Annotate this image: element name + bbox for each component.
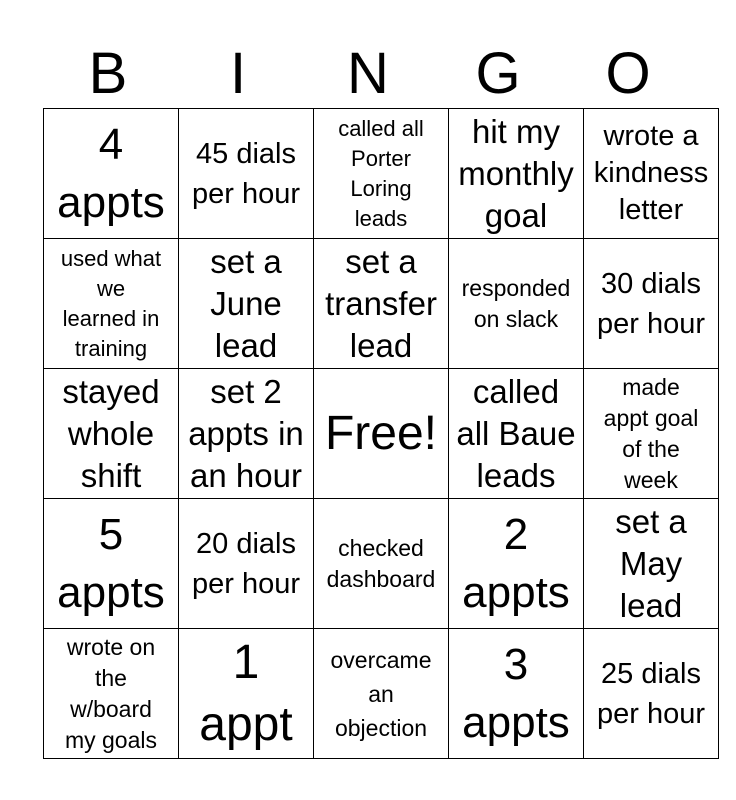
free-space-cell[interactable] (314, 369, 449, 499)
bingo-cell[interactable] (314, 239, 449, 369)
grid-row (44, 499, 719, 629)
bingo-cell[interactable] (314, 629, 449, 759)
cell-label: 4 appts (57, 119, 165, 227)
cell-label: made appt goal of the week (603, 373, 699, 493)
bingo-grid (43, 108, 719, 759)
bingo-cell[interactable] (584, 369, 719, 499)
bingo-header (43, 40, 693, 108)
header-letter-g: G (475, 41, 521, 106)
cell-label: 25 dials per hour (596, 657, 705, 730)
bingo-cell[interactable] (44, 499, 179, 629)
header-letter-o: O (605, 41, 651, 106)
cell-label: 5 appts (57, 509, 165, 617)
bingo-cell[interactable] (44, 109, 179, 239)
cell-label: 3 appts (462, 639, 570, 747)
bingo-cell[interactable] (179, 629, 314, 759)
cell-label: hit my monthly goal (458, 112, 574, 234)
bingo-cell[interactable] (179, 369, 314, 499)
grid-row (44, 239, 719, 369)
bingo-cell[interactable] (314, 499, 449, 629)
bingo-cell[interactable] (179, 109, 314, 239)
header-letter-n: N (347, 41, 389, 106)
bingo-cell[interactable] (584, 629, 719, 759)
free-space-label: Free! (324, 406, 438, 460)
cell-label: called all Baue leads (456, 372, 576, 494)
bingo-cell[interactable] (584, 109, 719, 239)
bingo-cell[interactable] (44, 369, 179, 499)
cell-label: stayed whole shift (62, 372, 160, 494)
bingo-cell[interactable] (179, 499, 314, 629)
cell-label: 45 dials per hour (191, 137, 300, 210)
bingo-cell[interactable] (314, 109, 449, 239)
cell-label: used what we learned in training (60, 245, 162, 361)
cell-label: 20 dials per hour (191, 527, 300, 600)
bingo-cell[interactable] (44, 629, 179, 759)
bingo-cell[interactable] (584, 499, 719, 629)
cell-label: overcame an objection (330, 646, 432, 741)
cell-label: set a May lead (615, 502, 687, 624)
header-letter-b: B (88, 41, 128, 106)
bingo-cell[interactable] (449, 369, 584, 499)
bingo-cell[interactable] (449, 499, 584, 629)
cell-label: 2 appts (462, 509, 570, 617)
header-letter-i: I (229, 41, 247, 106)
grid-row (44, 109, 719, 239)
bingo-cell[interactable] (449, 629, 584, 759)
bingo-cell[interactable] (179, 239, 314, 369)
bingo-cell[interactable] (449, 109, 584, 239)
cell-label: 1 appt (199, 635, 293, 751)
bingo-cell[interactable] (449, 239, 584, 369)
cell-label: set a June lead (210, 242, 282, 364)
bingo-cell[interactable] (44, 239, 179, 369)
cell-label: 30 dials per hour (596, 267, 705, 340)
grid-row (44, 369, 719, 499)
cell-label: set a transfer lead (325, 242, 437, 364)
cell-label: responded on slack (461, 274, 571, 332)
cell-label: set 2 appts in an hour (188, 372, 304, 494)
cell-label: called all Porter Loring leads (338, 115, 424, 231)
grid-row (44, 629, 719, 759)
cell-label: checked dashboard (326, 534, 436, 592)
cell-label: wrote on the w/board my goals (64, 633, 158, 753)
bingo-cell[interactable] (584, 239, 719, 369)
cell-label: wrote a kindness letter (593, 120, 709, 226)
